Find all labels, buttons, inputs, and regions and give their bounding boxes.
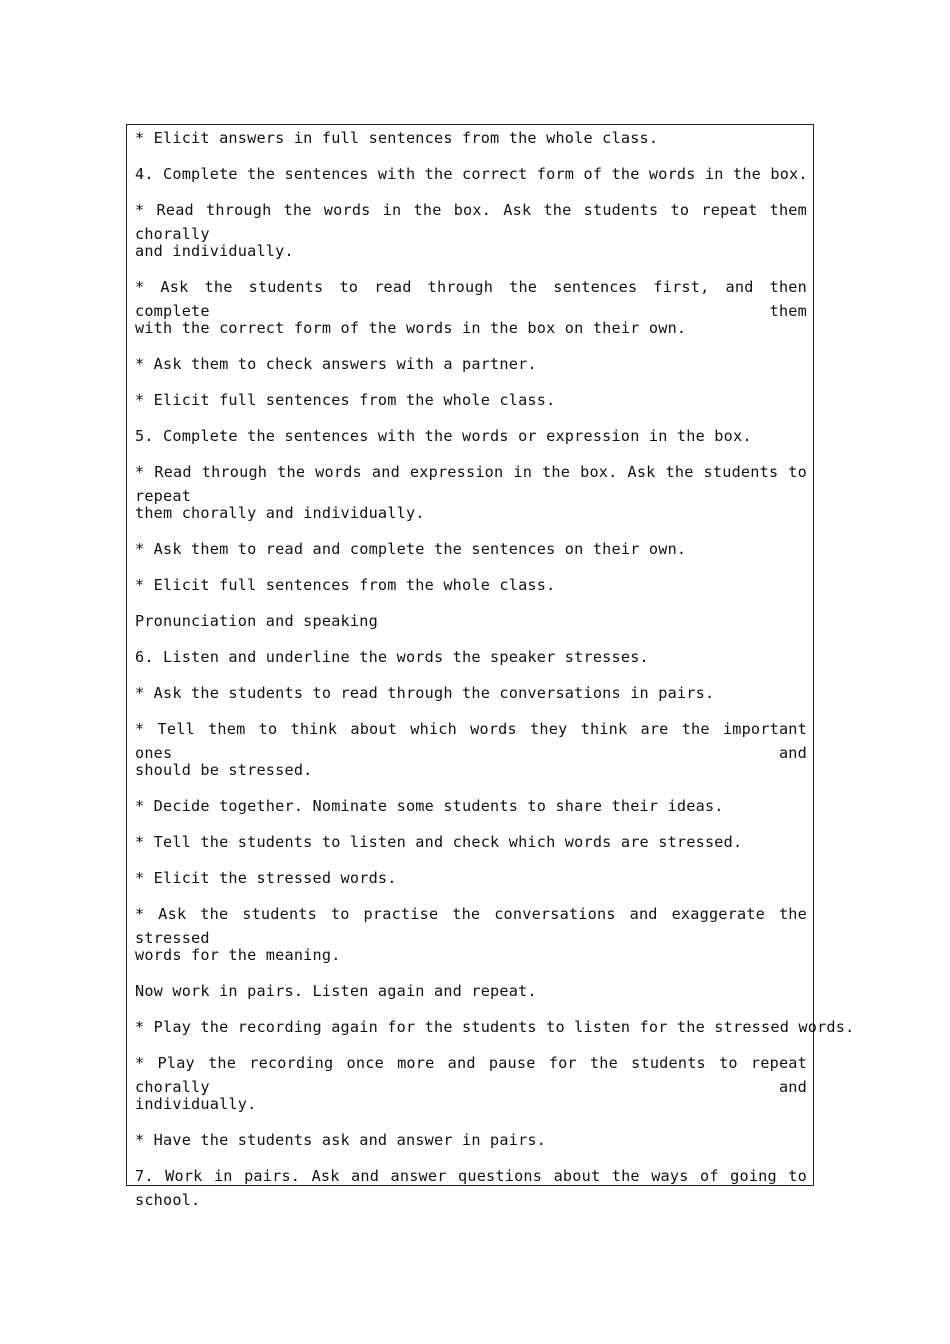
text-line: * Elicit the stressed words.: [135, 869, 397, 887]
text-line: * Elicit full sentences from the whole class.: [135, 576, 556, 594]
text-line: * Decide together. Nominate some students to share their ideas.: [135, 797, 724, 815]
text-line: 7. Work in pairs. Ask and answer questions about the ways of going to school.: [135, 1167, 807, 1209]
text-line: * Read through the words in the box. Ask the students to repeat them chorally: [135, 201, 807, 243]
text-line: * Elicit answers in full sentences from the whole class.: [135, 129, 659, 147]
text-line: * Play the recording again for the students to listen for the stressed words.: [135, 1018, 855, 1036]
text-line: them chorally and individually.: [135, 504, 425, 522]
text-line: * Elicit full sentences from the whole class.: [135, 391, 556, 409]
text-line: Now work in pairs. Listen again and repeat.: [135, 982, 537, 1000]
text-line: * Tell them to think about which words they think are the important ones and: [135, 720, 807, 762]
text-line: and individually.: [135, 242, 294, 260]
text-line: * Ask them to check answers with a partner.: [135, 355, 537, 373]
text-line: words for the meaning.: [135, 946, 341, 964]
text-line: 6. Listen and underline the words the speaker stresses.: [135, 648, 649, 666]
text-line: * Ask them to read and complete the sentences on their own.: [135, 540, 687, 558]
text-line: * Read through the words and expression in the box. Ask the students to repeat: [135, 463, 807, 505]
section-heading: Pronunciation and speaking: [135, 612, 378, 630]
text-line: 4. Complete the sentences with the correct form of the words in the box.: [135, 165, 808, 183]
text-line: * Ask the students to read through the conversations in pairs.: [135, 684, 715, 702]
text-line: individually.: [135, 1095, 257, 1113]
text-line: * Have the students ask and answer in pairs.: [135, 1131, 547, 1149]
text-line: with the correct form of the words in the box on their own.: [135, 319, 687, 337]
text-line: 5. Complete the sentences with the words or expression in the box.: [135, 427, 752, 445]
text-line: * Tell the students to listen and check which words are stressed.: [135, 833, 743, 851]
text-line: * Play the recording once more and pause for the students to repeat chorally and: [135, 1054, 807, 1096]
text-line: * Ask the students to read through the sentences first, and then complete them: [135, 278, 807, 320]
text-line: should be stressed.: [135, 761, 313, 779]
text-line: * Ask the students to practise the conversations and exaggerate the stressed: [135, 905, 807, 947]
